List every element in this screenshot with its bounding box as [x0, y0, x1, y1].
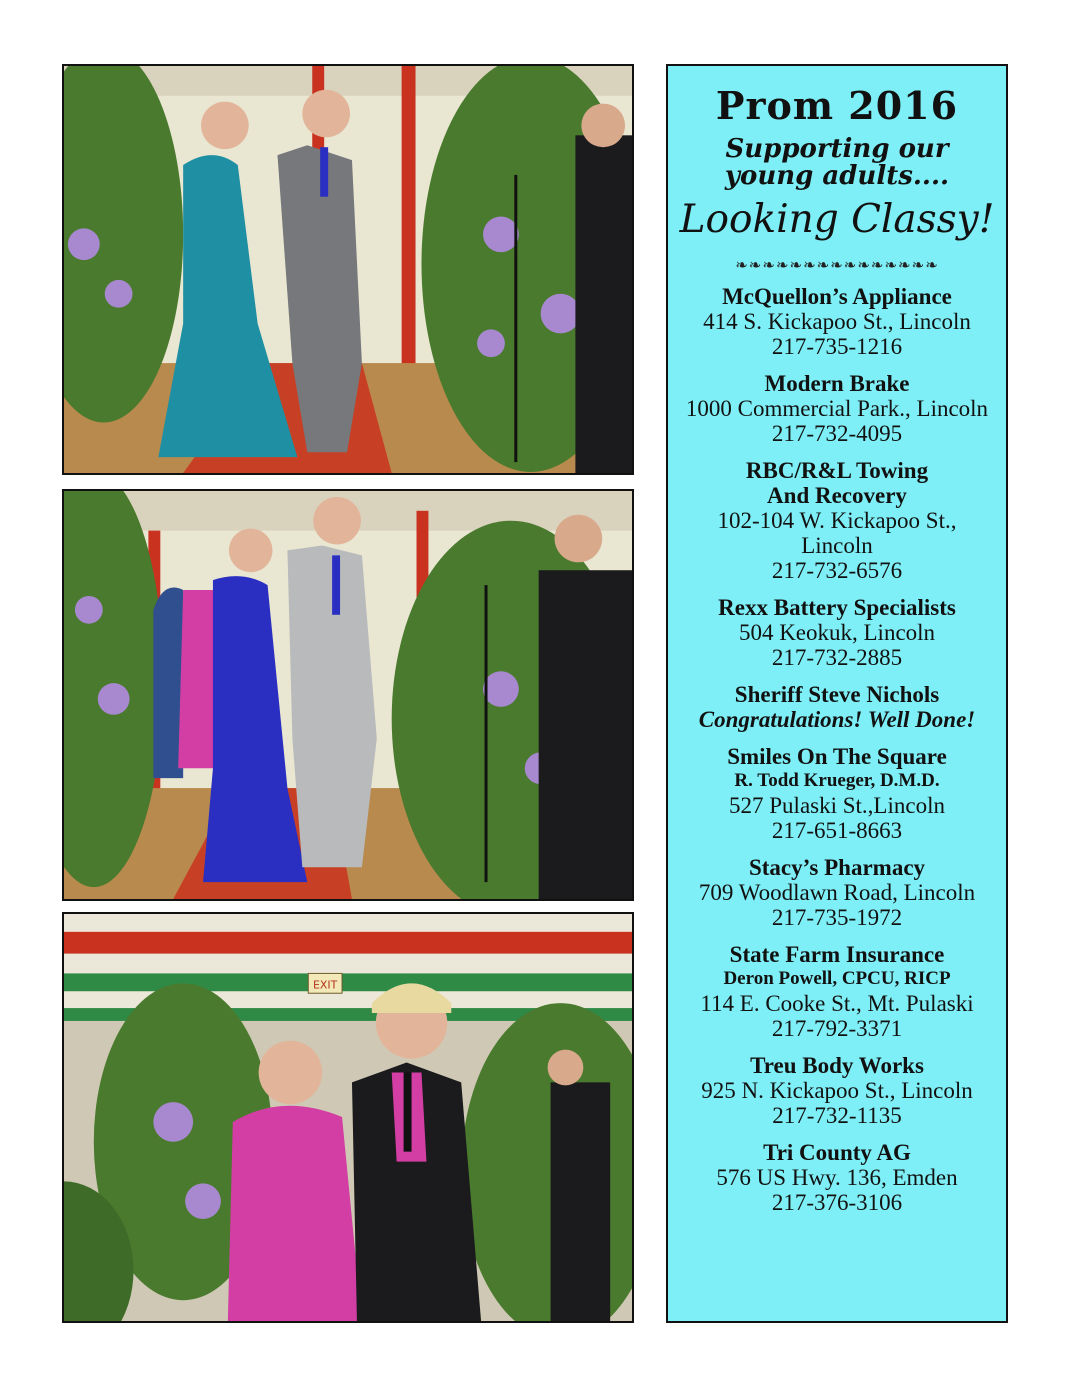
sponsor-name: Sheriff Steve Nichols — [734, 682, 940, 707]
sponsor-name: Smiles On The Square — [727, 744, 947, 769]
sponsor-phone: 217-376-3106 — [771, 1190, 903, 1215]
sponsor-address: 527 Pulaski St.,Lincoln — [729, 793, 945, 818]
sponsor-name: Modern Brake — [764, 371, 910, 396]
photo-2-image — [64, 491, 632, 899]
panel-subtitle: Supporting our young adults.... — [724, 134, 950, 191]
sponsor-contact: Deron Powell, CPCU, RICP — [723, 968, 951, 989]
sponsor-address: 1000 Commercial Park., Lincoln — [685, 396, 989, 421]
sponsor-name: McQuellon’s Appliance — [722, 284, 952, 309]
sponsor-name-line-2: And Recovery — [767, 483, 907, 508]
sponsor-item — [668, 1053, 1006, 1128]
sponsor-item — [668, 458, 1006, 583]
sponsor-phone: 217-735-1972 — [771, 905, 903, 930]
sponsor-address-line-2: Lincoln — [801, 533, 873, 558]
sponsor-address: 114 E. Cooke St., Mt. Pulaski — [700, 991, 974, 1016]
sponsor-item — [668, 1140, 1006, 1215]
sponsor-note: Congratulations! Well Done! — [698, 707, 976, 732]
sponsor-address: 925 N. Kickapoo St., Lincoln — [701, 1078, 973, 1103]
sponsor-address: 576 US Hwy. 136, Emden — [716, 1165, 958, 1190]
photo-3-image — [64, 914, 632, 1321]
prom-photo-3 — [62, 912, 634, 1323]
sponsor-contact: R. Todd Krueger, D.M.D. — [734, 770, 940, 791]
sponsor-name: Stacy’s Pharmacy — [748, 855, 926, 880]
sponsor-item — [668, 284, 1006, 359]
sponsor-name: State Farm Insurance — [729, 942, 945, 967]
sponsor-item — [668, 855, 1006, 930]
sponsor-phone: 217-651-8663 — [771, 818, 903, 843]
sponsor-item — [668, 744, 1006, 843]
sponsor-item — [668, 371, 1006, 446]
sponsor-name: Treu Body Works — [750, 1053, 924, 1078]
sponsor-phone: 217-735-1216 — [771, 334, 903, 359]
photo-1-image — [64, 66, 632, 473]
sponsor-address: 709 Woodlawn Road, Lincoln — [698, 880, 976, 905]
sponsor-item — [668, 942, 1006, 1041]
sponsor-item — [668, 595, 1006, 670]
sponsor-address: 414 S. Kickapoo St., Lincoln — [703, 309, 971, 334]
sponsor-name: RBC/R&L Towing — [745, 458, 929, 483]
sponsor-address: 102-104 W. Kickapoo St., — [717, 508, 957, 533]
sponsor-address: 504 Keokuk, Lincoln — [738, 620, 936, 645]
flourish-divider: ❧❧❧❧❧❧❧❧❧❧❧❧❧❧❧ — [735, 256, 939, 274]
prom-photo-2 — [62, 489, 634, 901]
sponsor-phone: 217-792-3371 — [771, 1016, 903, 1041]
sponsor-list — [668, 284, 1006, 1215]
exit-sign: EXIT — [313, 978, 338, 992]
sponsor-phone: 217-732-2885 — [771, 645, 903, 670]
sponsor-phone: 217-732-4095 — [771, 421, 903, 446]
sponsor-phone: 217-732-1135 — [772, 1103, 902, 1128]
panel-tagline: Looking Classy! — [679, 197, 995, 242]
panel-title: Prom 2016 — [715, 83, 959, 128]
sponsor-name: Rexx Battery Specialists — [718, 595, 956, 620]
prom-photo-1 — [62, 64, 634, 475]
sponsor-name: Tri County AG — [763, 1140, 911, 1165]
sponsor-panel — [666, 64, 1008, 1323]
sponsor-phone: 217-732-6576 — [771, 558, 903, 583]
sponsor-item — [668, 682, 1006, 732]
